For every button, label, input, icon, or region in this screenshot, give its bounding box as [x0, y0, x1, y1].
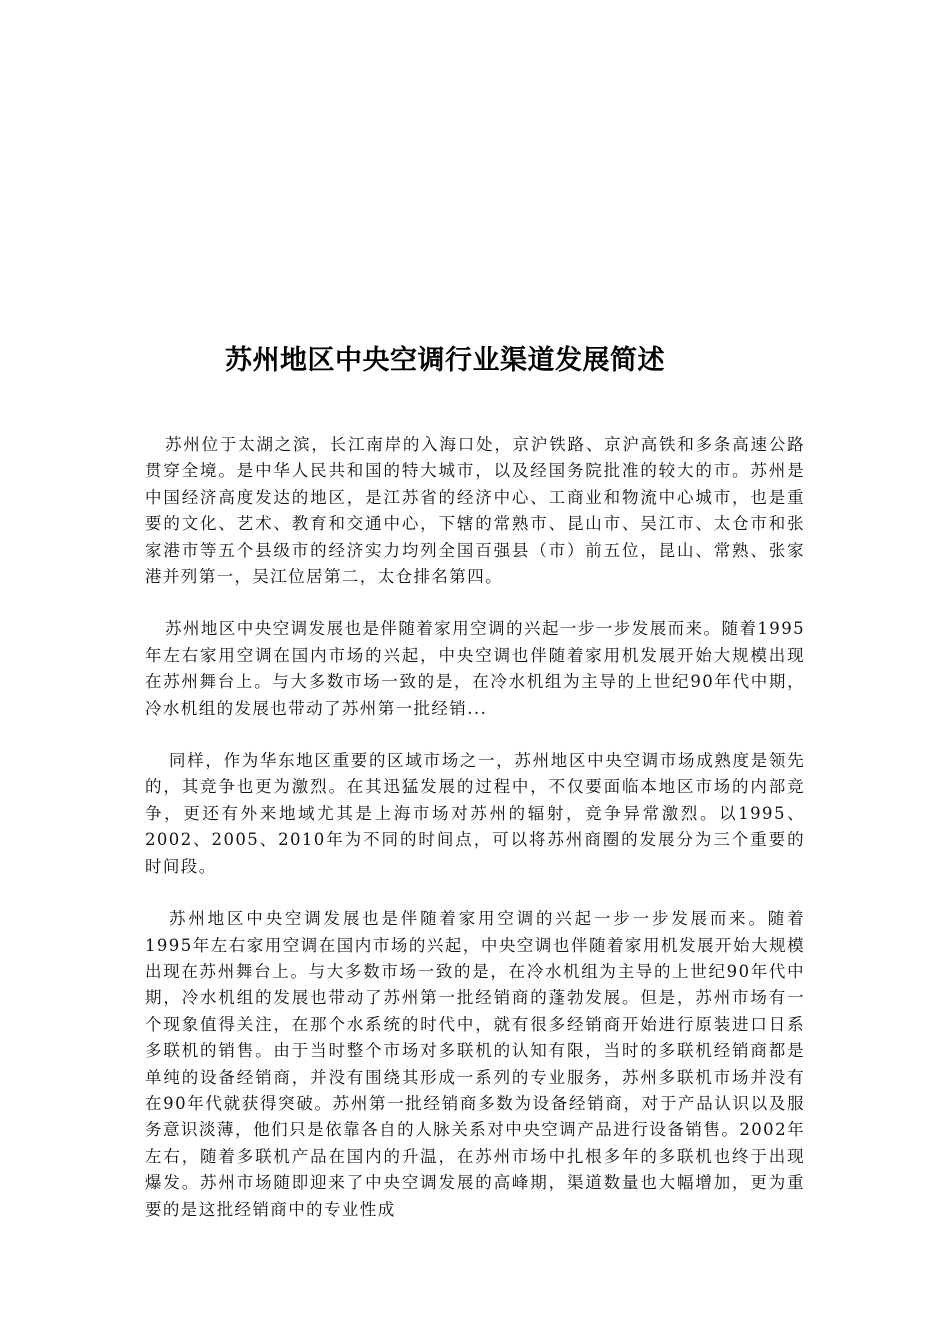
document-body [145, 432, 805, 1249]
paragraph-suzhou-overview: 苏州位于太湖之滨，长江南岸的入海口处，京沪铁路、京沪高铁和多条高速公路贯穿全境。是中华人民共和国的特大城市，以及经国务院批准的较大的市。苏州是中国经济高度发达的地区，是江苏省的经济中心、工商业和物流中心城市，也是重要的文化、艺术、教育和交通中心，下辖的常熟市、昆山市、吴江市、太仓市和张家港市等五个县级市的经济实力均列全国百强县（市）前五位，昆山、常熟、张家港并列第一，吴江位居第二，太仓排名第四。 [145, 435, 805, 587]
document-title: 苏州地区中央空调行业渠道发展简述 [225, 345, 665, 376]
paragraph-market-competition: 同样，作为华东地区重要的区域市场之一，苏州地区中央空调市场成熟度是领先的，其竞争也更为激烈。在其迅猛发展的过程中，不仅要面临本地区市场的内部竞争，更还有外来地域尤其是上海市场对苏州的辐射，竞争异常激烈。以1995、2002、2005、2010年为不同的时间点，可以将苏州商圈的发展分为三个重要的时间段。 [145, 751, 805, 876]
paragraph-hvac-development-history: 苏州地区中央空调发展也是伴随着家用空调的兴起一步一步发展而来。随着1995年左右家用空调在国内市场的兴起，中央空调也伴随着家用机发展开始大规模出现在苏州舞台上。与大多数市场一致的是，在冷水机组为主导的上世纪90年代中期，冷水机组的发展也带动了苏州第一批经销商的蓬勃发展。但是，苏州市场有一个现象值得关注，在那个水系统的时代中，就有很多经销商开始进行原装进口日系多联机的销售。由于当时整个市场对多联机的认知有限，当时的多联机经销商都是单纯的设备经销商，并没有围绕其形成一系列的专业服务，苏州多联机市场并没有在90年代就获得突破。苏州第一批经销商多数为设备经销商，对于产品认识以及服务意识淡薄，他们只是依靠各自的人脉关系对中央空调产品进行设备销售。2002年左右，随着多联机产品在国内的升温，在苏州市场中扎根多年的多联机也终于出现爆发。苏州市场随即迎来了中央空调发展的高峰期，渠道数量也大幅增加，更为重要的是这批经销商中的专业性成 [145, 909, 805, 1219]
paragraph-hvac-origins-summary: 苏州地区中央空调发展也是伴随着家用空调的兴起一步一步发展而来。随着1995年左右家用空调在国内市场的兴起，中央空调也伴随着家用机发展开始大规模出现在苏州舞台上。与大多数市场一致的是，在冷水机组为主导的上世纪90年代中期，冷水机组的发展也带动了苏州第一批经销... [145, 619, 805, 718]
